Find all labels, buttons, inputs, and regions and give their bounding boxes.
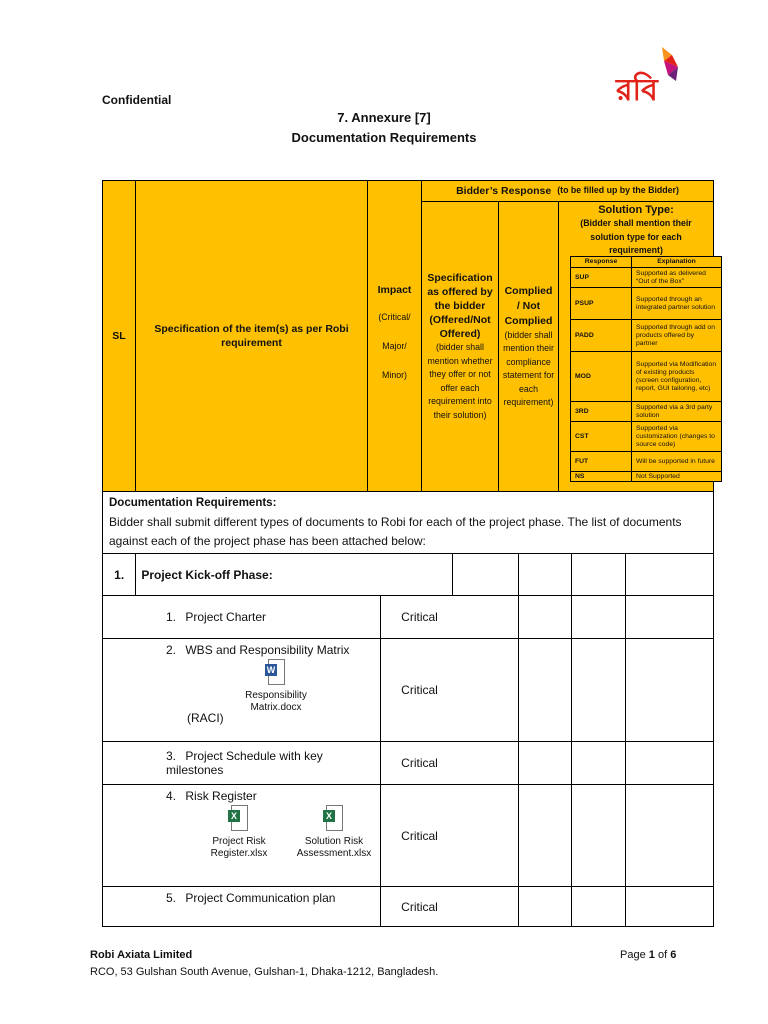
response-col-header: Response bbox=[571, 257, 632, 268]
item-impact: Critical bbox=[381, 785, 519, 887]
header-impact bbox=[367, 180, 422, 492]
header-spec-offered bbox=[421, 201, 499, 492]
doc-requirements-heading: Documentation Requirements: bbox=[109, 497, 277, 509]
empty-cell bbox=[519, 596, 572, 639]
empty-cell bbox=[626, 785, 714, 887]
explanation-col-header: Explanation bbox=[632, 257, 722, 268]
header-sl: SL bbox=[102, 180, 136, 492]
page-title: 7. Annexure [7] bbox=[337, 110, 431, 125]
item-number: 1. bbox=[166, 610, 177, 624]
attachment-label: Responsibility Matrix.docx bbox=[245, 690, 307, 713]
doc-requirements-text: Bidder shall submit different types of documents to Robi for each of the project phase. The list of documents against each of the project phase has been attached below: bbox=[109, 515, 682, 548]
response-code: PSUP bbox=[571, 288, 632, 320]
response-explanation: Supported as delivered “Out of the Box” bbox=[632, 268, 722, 288]
footer-company: Robi Axiata Limited bbox=[90, 949, 193, 961]
phase-title: Project Kick-off Phase: bbox=[136, 554, 452, 596]
empty-cell bbox=[572, 596, 626, 639]
response-code: CST bbox=[571, 422, 632, 452]
response-code: NS bbox=[571, 472, 632, 482]
item-impact: Critical bbox=[381, 639, 519, 742]
item-number: 2. bbox=[166, 643, 177, 657]
empty-cell bbox=[572, 554, 626, 596]
empty-cell bbox=[626, 742, 714, 785]
bidders-response-title: Bidder’s Response bbox=[456, 185, 552, 197]
attachment-label: Project Risk Register.xlsx bbox=[210, 836, 268, 859]
item-label: WBS and Responsibility Matrix bbox=[185, 643, 350, 657]
empty-cell bbox=[519, 887, 572, 927]
attachment-responsibility-matrix[interactable] bbox=[231, 659, 321, 714]
page-total: 6 bbox=[670, 949, 677, 961]
page-current: 1 bbox=[648, 949, 655, 961]
footer-address: RCO, 53 Gulshan South Avenue, Gulshan-1, Dhaka-1212, Bangladesh. bbox=[90, 966, 439, 978]
doc-requirements-cell bbox=[103, 492, 714, 554]
response-explanation: Supported via Modification of existing products (screen configuration, report, GUI tailoring, etc) bbox=[632, 352, 722, 402]
item-impact: Critical bbox=[381, 887, 519, 927]
empty-cell bbox=[626, 554, 714, 596]
response-explanation: Will be supported in future bbox=[632, 452, 722, 472]
item-impact: Critical bbox=[381, 742, 519, 785]
item-label: Project Charter bbox=[185, 610, 267, 624]
word-doc-icon: W bbox=[265, 659, 287, 687]
solution-type-note: (Bidder shall mention their solution type for each requirement) bbox=[580, 218, 692, 255]
spec-offered-note: (bidder shall mention whether they offer or not offer each requirement into their solution) bbox=[427, 342, 493, 420]
impact-title: Impact bbox=[377, 283, 412, 296]
bidders-response-note: (to be filled up by the Bidder) bbox=[557, 185, 679, 196]
response-code: 3RD bbox=[571, 402, 632, 422]
response-explanation: Supported through add on products offered by partner bbox=[632, 320, 722, 352]
item-label: Risk Register bbox=[185, 789, 257, 803]
header-specification: Specification of the item(s) as per Robi requirement bbox=[135, 180, 368, 492]
empty-cell bbox=[626, 596, 714, 639]
complied-note: (bidder shall mention their compliance statement for each requirement) bbox=[502, 329, 555, 407]
response-explanation: Not Supported bbox=[632, 472, 722, 482]
empty-cell bbox=[519, 639, 572, 742]
robi-logo bbox=[612, 45, 684, 105]
response-explanation: Supported via customization (changes to source code) bbox=[632, 422, 722, 452]
documentation-table bbox=[102, 491, 714, 927]
phase-number: 1. bbox=[103, 554, 136, 596]
page-number bbox=[620, 949, 676, 961]
empty-cell bbox=[626, 639, 714, 742]
solution-type-title: Solution Type: bbox=[598, 204, 674, 216]
impact-options: (Critical/ Major/ Minor) bbox=[378, 311, 411, 380]
attachment-solution-risk-assessment[interactable] bbox=[289, 805, 379, 860]
response-explanation: Supported via a 3rd party solution bbox=[632, 402, 722, 422]
empty-cell bbox=[626, 887, 714, 927]
empty-cell bbox=[572, 887, 626, 927]
attachment-project-risk-register[interactable] bbox=[199, 805, 279, 860]
item-suffix: (RACI) bbox=[187, 711, 224, 725]
confidential-label: Confidential bbox=[102, 93, 172, 107]
response-explanation: Supported through an integrated partner solution bbox=[632, 288, 722, 320]
empty-cell bbox=[519, 554, 572, 596]
item-number: 3. bbox=[166, 749, 177, 763]
item-cell bbox=[103, 887, 381, 927]
item-label: Project Schedule with key milestones bbox=[166, 749, 323, 777]
spec-offered-title: Specification as offered by the bidder (Offered/Not Offered) bbox=[427, 272, 493, 340]
item-cell bbox=[103, 742, 381, 785]
page-word: Page bbox=[620, 949, 646, 961]
header-bidders-response bbox=[421, 180, 714, 202]
item-cell bbox=[103, 785, 381, 887]
empty-cell bbox=[572, 639, 626, 742]
response-codes-table bbox=[570, 256, 722, 482]
item-impact: Critical bbox=[381, 596, 519, 639]
empty-cell bbox=[519, 742, 572, 785]
response-code: SUP bbox=[571, 268, 632, 288]
logo-text: রবি bbox=[616, 73, 658, 105]
excel-doc-icon: X bbox=[228, 805, 250, 833]
excel-doc-icon: X bbox=[323, 805, 345, 833]
response-code: PADD bbox=[571, 320, 632, 352]
empty-cell bbox=[519, 785, 572, 887]
page-subtitle: Documentation Requirements bbox=[291, 130, 477, 145]
item-number: 4. bbox=[166, 789, 177, 803]
complied-title: Complied / Not Complied bbox=[504, 284, 553, 327]
empty-cell bbox=[572, 742, 626, 785]
header-complied bbox=[498, 201, 559, 492]
page-of: of bbox=[657, 949, 668, 961]
attachment-label: Solution Risk Assessment.xlsx bbox=[296, 836, 372, 859]
empty-cell bbox=[572, 785, 626, 887]
item-number: 5. bbox=[166, 891, 177, 905]
item-cell bbox=[103, 596, 381, 639]
item-label: Project Communication plan bbox=[185, 891, 336, 905]
empty-cell bbox=[452, 554, 518, 596]
item-cell bbox=[103, 639, 381, 742]
response-code: MOD bbox=[571, 352, 632, 402]
robi-logo-graphic bbox=[612, 45, 684, 105]
response-code: FUT bbox=[571, 452, 632, 472]
